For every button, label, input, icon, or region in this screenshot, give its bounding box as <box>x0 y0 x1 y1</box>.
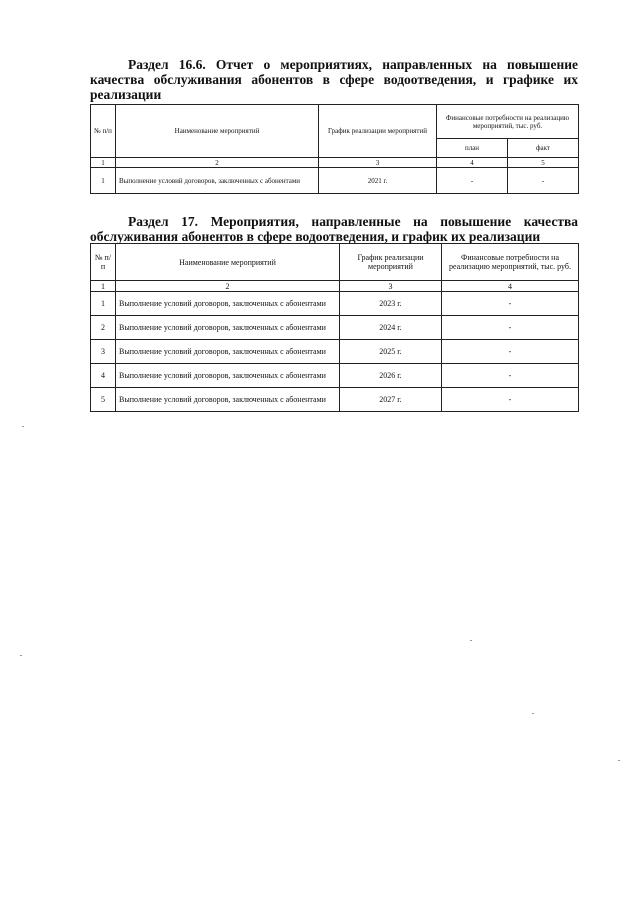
column-header-finance: Финансовые потребности на реализацию мероприятий, тыс. руб. <box>437 105 579 139</box>
column-header-num: № п/п <box>91 105 116 158</box>
index-cell: 5 <box>508 158 579 168</box>
column-header-name: Наименование мероприятий <box>116 244 340 281</box>
row-name: Выполнение условий договоров, заключенных с абонентами <box>116 168 319 194</box>
index-cell: 1 <box>91 281 116 292</box>
row-fact: - <box>508 168 579 194</box>
table-row <box>91 340 579 364</box>
row-num: 3 <box>91 340 116 364</box>
row-num: 1 <box>91 292 116 316</box>
table-row <box>91 168 579 194</box>
section-17-table <box>90 243 579 412</box>
table-index-row <box>91 281 579 292</box>
column-header-schedule: График реализации мероприятий <box>319 105 437 158</box>
row-year: 2024 г. <box>340 316 442 340</box>
row-name: Выполнение условий договоров, заключенных с абонентами <box>116 292 340 316</box>
scan-speck <box>618 760 620 761</box>
row-year: 2025 г. <box>340 340 442 364</box>
table-header-row <box>91 105 579 139</box>
row-finance: - <box>442 364 579 388</box>
section-16-6-heading: Раздел 16.6. Отчет о мероприятиях, направленных на повышение качества обслуживания абонентов в сфере водоотведения, и графике их реализации <box>90 57 578 102</box>
index-cell: 3 <box>340 281 442 292</box>
row-num: 2 <box>91 316 116 340</box>
row-year: 2023 г. <box>340 292 442 316</box>
table-row <box>91 388 579 412</box>
table-row <box>91 316 579 340</box>
row-finance: - <box>442 292 579 316</box>
row-name: Выполнение условий договоров, заключенных с абонентами <box>116 364 340 388</box>
index-cell: 3 <box>319 158 437 168</box>
row-name: Выполнение условий договоров, заключенных с абонентами <box>116 316 340 340</box>
index-cell: 2 <box>116 281 340 292</box>
scan-speck <box>532 713 534 714</box>
column-header-schedule: График реализации мероприятий <box>340 244 442 281</box>
column-header-fact: факт <box>508 139 579 158</box>
row-num: 4 <box>91 364 116 388</box>
table-index-row <box>91 158 579 168</box>
table-row <box>91 292 579 316</box>
index-cell: 4 <box>437 158 508 168</box>
column-header-plan: план <box>437 139 508 158</box>
index-cell: 4 <box>442 281 579 292</box>
section-16-6-table <box>90 104 579 194</box>
row-name: Выполнение условий договоров, заключенных с абонентами <box>116 388 340 412</box>
row-finance: - <box>442 316 579 340</box>
scan-speck <box>22 426 24 427</box>
column-header-num: № п/п <box>91 244 116 281</box>
index-cell: 2 <box>116 158 319 168</box>
row-finance: - <box>442 388 579 412</box>
table-header-row <box>91 244 579 281</box>
row-year: 2021 г. <box>319 168 437 194</box>
row-year: 2026 г. <box>340 364 442 388</box>
row-num: 5 <box>91 388 116 412</box>
table-row <box>91 364 579 388</box>
row-name: Выполнение условий договоров, заключенных с абонентами <box>116 340 340 364</box>
row-year: 2027 г. <box>340 388 442 412</box>
row-finance: - <box>442 340 579 364</box>
column-header-name: Наименование мероприятий <box>116 105 319 158</box>
scan-speck <box>20 655 22 656</box>
scan-speck <box>470 640 472 641</box>
column-header-finance: Финансовые потребности на реализацию мероприятий, тыс. руб. <box>442 244 579 281</box>
row-num: 1 <box>91 168 116 194</box>
row-plan: - <box>437 168 508 194</box>
index-cell: 1 <box>91 158 116 168</box>
section-17-heading: Раздел 17. Мероприятия, направленные на повышение качества обслуживания абонентов в сфере водоотведения, и график их реализации <box>90 214 578 244</box>
